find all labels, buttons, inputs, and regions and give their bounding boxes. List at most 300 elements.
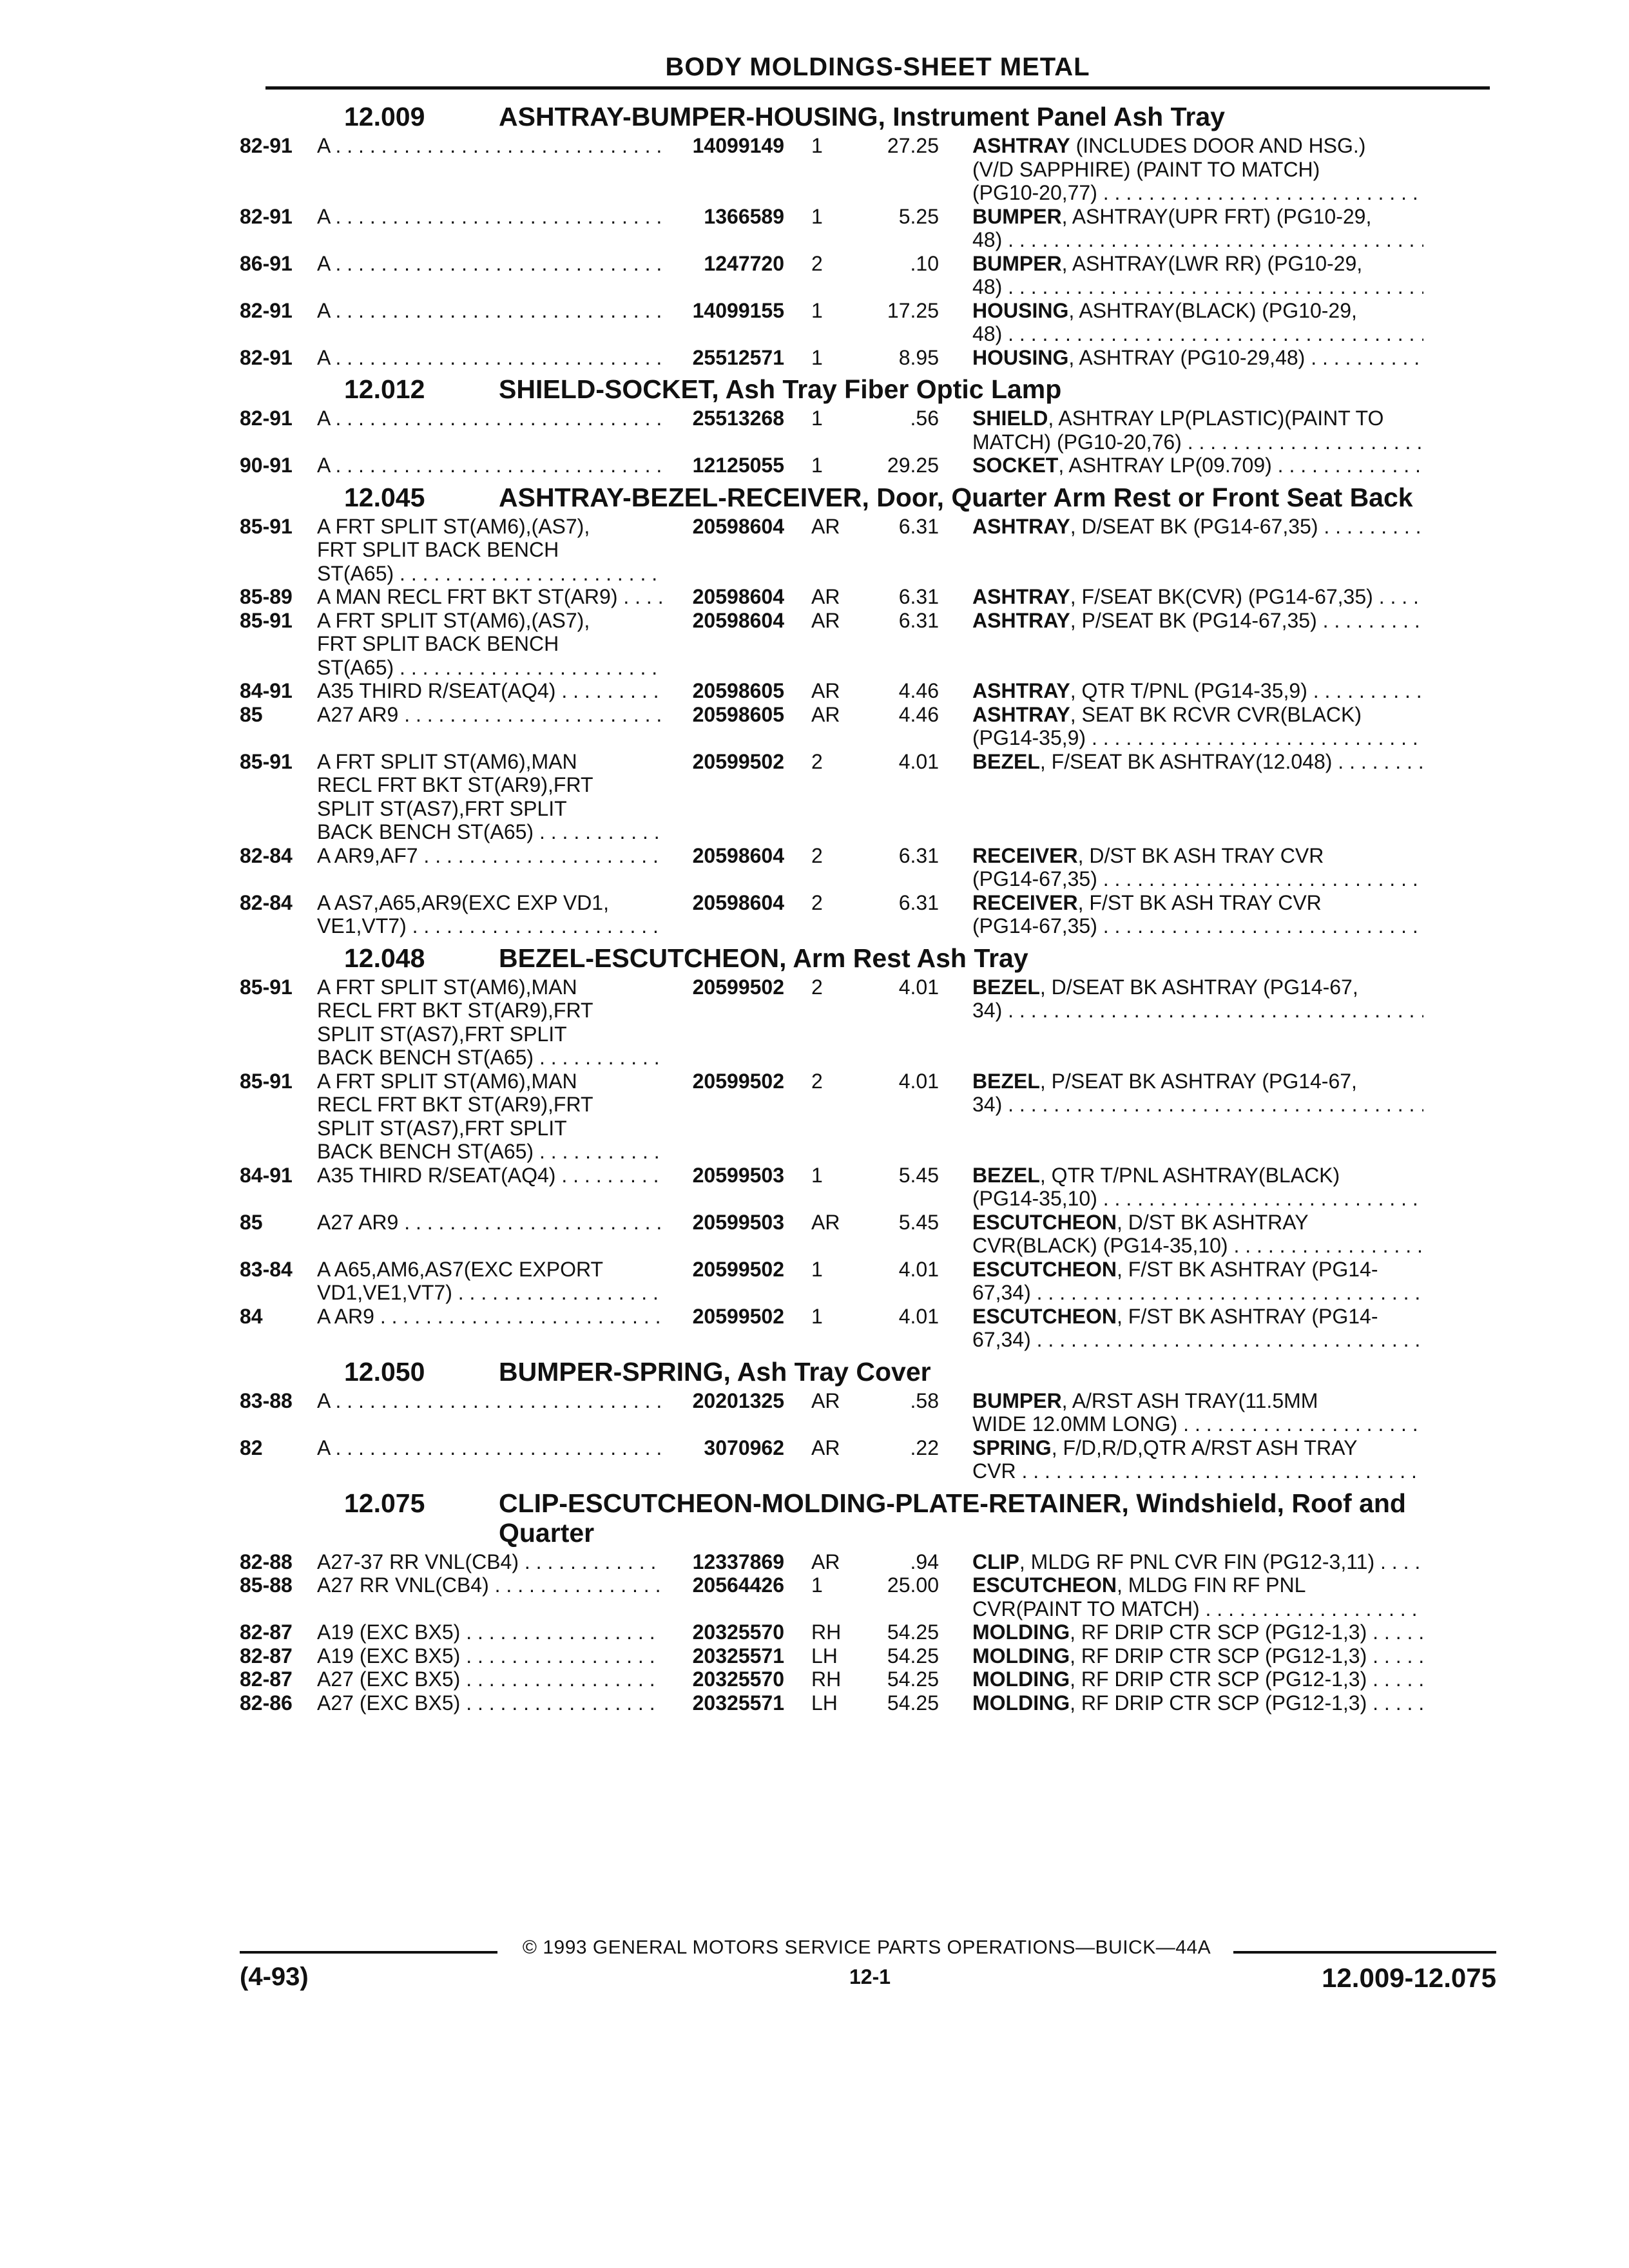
description [939, 750, 1423, 844]
part-name: HOUSING [972, 298, 1069, 322]
description-line [972, 1436, 1423, 1460]
application-line: BACK BENCH ST(A65) . . . [317, 1140, 662, 1164]
description-line [972, 1573, 1423, 1597]
model-years: 86-91 [240, 251, 293, 275]
description-text: , A/RST ASH TRAY(11.5MM [1061, 1389, 1318, 1412]
application-line: A AR9,AF7 . . . [317, 844, 662, 868]
quantity: 1 [811, 204, 823, 228]
description [939, 975, 1423, 1070]
description [939, 1305, 1423, 1352]
parts-entry [240, 975, 1496, 1070]
page-title: BODY MOLDINGS-SHEET METAL [665, 53, 1090, 81]
description [939, 1644, 1423, 1668]
part-name: SPRING [972, 1436, 1052, 1459]
parts-entry [240, 1070, 1496, 1164]
part-name: ASHTRAY [972, 679, 1070, 702]
description [939, 703, 1423, 750]
application-line: A27-37 RR VNL(CB4) . . . [317, 1550, 662, 1574]
application [317, 1436, 662, 1483]
application-line: BACK BENCH ST(A65) . . . [317, 1046, 662, 1070]
parts-entry [240, 844, 1496, 891]
price: 5.45 [898, 1163, 939, 1187]
quantity: 1 [811, 1257, 823, 1281]
quantity: LH [811, 1691, 838, 1715]
application-line: A27 AR9 . . . [317, 1211, 662, 1235]
application-line: A . . . [317, 407, 662, 430]
part-name: BUMPER [972, 1389, 1062, 1412]
application [317, 1070, 662, 1164]
description-line: (PG14-35,9) . . . [972, 726, 1423, 750]
price: 4.01 [898, 1069, 939, 1093]
application-line: A35 THIRD R/SEAT(AQ4) . . . [317, 1164, 662, 1187]
quantity: 2 [811, 251, 823, 275]
application-line: A27 RR VNL(CB4) . . . [317, 1573, 662, 1597]
description-line [972, 205, 1423, 229]
application-line: A AR9 . . . [317, 1305, 662, 1329]
description [939, 299, 1423, 346]
model-years: 90-91 [240, 454, 293, 477]
application [317, 454, 662, 477]
part-name: ESCUTCHEON [972, 1257, 1117, 1281]
part-name: ESCUTCHEON [972, 1304, 1117, 1328]
application-line: A AS7,A65,AR9(EXC EXP VD1, [317, 890, 609, 914]
price: 6.31 [898, 890, 939, 914]
quantity: 1 [811, 345, 823, 369]
description [939, 1070, 1423, 1164]
parts-entry [240, 679, 1496, 703]
part-name: ESCUTCHEON [972, 1573, 1117, 1597]
model-years: 82-86 [240, 1691, 293, 1715]
price: .58 [910, 1389, 939, 1412]
model-years: 85-91 [240, 608, 293, 632]
application [317, 346, 662, 370]
section-heading [240, 1357, 1496, 1387]
application-line: A A65,AM6,AS7(EXC EXPORT [317, 1257, 604, 1281]
section-title: ASHTRAY-BEZEL-RECEIVER, Door, Quarter Arm Rest or Front Seat Back [499, 482, 1413, 512]
section-heading [240, 483, 1496, 512]
section-title: SHIELD-SOCKET, Ash Tray Fiber Optic Lamp [499, 374, 1062, 404]
description-line: MATCH) (PG10-20,76) . . . [972, 430, 1423, 454]
section-heading [240, 374, 1496, 404]
model-years: 82-87 [240, 1667, 293, 1691]
application [317, 891, 662, 938]
model-years: 82-91 [240, 298, 293, 322]
quantity: AR [811, 1550, 840, 1573]
application [317, 975, 662, 1070]
description-line [972, 1070, 1423, 1093]
part-name: CLIP [972, 1550, 1019, 1573]
model-years: 85-91 [240, 514, 293, 538]
part-number: 20599502 [692, 1069, 784, 1093]
part-number: 20598604 [692, 585, 784, 608]
price: 4.01 [898, 1257, 939, 1281]
application [317, 609, 662, 680]
description-line: 48) . . . [972, 228, 1423, 252]
description-text: , F/ST BK ASHTRAY (PG14- [1117, 1304, 1378, 1328]
application [317, 1644, 662, 1668]
quantity: LH [811, 1644, 838, 1667]
application [317, 1389, 662, 1436]
description [939, 891, 1423, 938]
description-line [972, 454, 1423, 477]
description-line: WIDE 12.0MM LONG) . . . [972, 1412, 1423, 1436]
parts-entry [240, 299, 1496, 346]
application-line: A FRT SPLIT ST(AM6),MAN [317, 1069, 577, 1093]
application-line: A . . . [317, 346, 662, 370]
application-line: A19 (EXC BX5) . . . [317, 1620, 662, 1644]
part-name: BEZEL [972, 1163, 1040, 1187]
parts-entry [240, 454, 1496, 477]
application [317, 750, 662, 844]
part-number: 1247720 [704, 251, 784, 275]
description-line [972, 1211, 1423, 1235]
description [939, 252, 1423, 299]
part-name: RECEIVER [972, 843, 1078, 867]
model-years: 82-87 [240, 1620, 293, 1644]
description-line [972, 585, 1423, 609]
quantity: 1 [811, 1304, 823, 1328]
description-text: , ASHTRAY(BLACK) (PG10-29, [1068, 298, 1357, 322]
description-line [972, 515, 1423, 539]
description-text: , D/SEAT BK (PG14-67,35) [1070, 514, 1318, 538]
description-text: , D/ST BK ASH TRAY CVR [1077, 843, 1324, 867]
description-line [972, 1164, 1423, 1187]
section-number: 12.012 [344, 374, 425, 404]
description-line [972, 1667, 1423, 1691]
application-line: A FRT SPLIT ST(AM6),(AS7), [317, 608, 590, 632]
section-title: BUMPER-SPRING, Ash Tray Cover [499, 1356, 931, 1387]
price: .10 [910, 251, 939, 275]
quantity: AR [811, 679, 840, 702]
parts-entry [240, 1644, 1496, 1668]
description-text: , ASHTRAY LP(09.709) [1058, 454, 1272, 477]
price: 5.45 [898, 1210, 939, 1234]
model-years: 82-88 [240, 1550, 293, 1573]
description [939, 1550, 1423, 1574]
application [317, 1550, 662, 1574]
application-line: A MAN RECL FRT BKT ST(AR9) . . . [317, 585, 662, 609]
application-line: A . . . [317, 1389, 662, 1413]
price: 54.25 [887, 1620, 939, 1644]
quantity: 1 [811, 1163, 823, 1187]
application-line: ST(A65) . . . [317, 656, 662, 680]
part-name: MOLDING [972, 1691, 1070, 1715]
application [317, 844, 662, 891]
footer-section-range: 12.009-12.075 [1322, 1963, 1496, 1993]
part-number: 20325570 [692, 1667, 784, 1691]
footer-copyright: © 1993 GENERAL MOTORS SERVICE PARTS OPERATIONS—BUICK—44A [522, 1937, 1211, 1958]
parts-entry [240, 252, 1496, 299]
part-name: ASHTRAY [972, 585, 1070, 608]
price: 4.46 [898, 702, 939, 726]
part-name: BUMPER [972, 204, 1062, 228]
description [939, 1667, 1423, 1691]
application [317, 703, 662, 750]
description-line: (PG14-67,35) . . . [972, 867, 1423, 891]
model-years: 82-91 [240, 407, 293, 430]
description-text: , MLDG FIN RF PNL [1117, 1573, 1306, 1597]
part-number: 3070962 [704, 1436, 784, 1459]
description-line [972, 134, 1423, 158]
quantity: 1 [811, 454, 823, 477]
part-number: 20599502 [692, 1257, 784, 1281]
description [939, 1258, 1423, 1305]
part-number: 20325571 [692, 1691, 784, 1715]
application-line: VD1,VE1,VT7) . . . [317, 1281, 662, 1305]
quantity: 2 [811, 1069, 823, 1093]
part-number: 20598605 [692, 702, 784, 726]
part-name: BEZEL [972, 1069, 1040, 1093]
application-line: BACK BENCH ST(A65) . . . [317, 820, 662, 844]
description-line [972, 346, 1423, 370]
part-number: 12125055 [692, 454, 784, 477]
application-line: A FRT SPLIT ST(AM6),MAN [317, 749, 577, 773]
part-name: RECEIVER [972, 890, 1078, 914]
description-line [972, 1644, 1423, 1668]
model-years: 85 [240, 1210, 263, 1234]
part-number: 20599502 [692, 975, 784, 999]
part-number: 20599503 [692, 1163, 784, 1187]
model-years: 83-84 [240, 1257, 293, 1281]
description-line: CVR(BLACK) (PG14-35,10) . . . [972, 1234, 1423, 1258]
description [939, 1389, 1423, 1436]
parts-entry [240, 1258, 1496, 1305]
part-number: 20564426 [692, 1573, 784, 1597]
description [939, 454, 1423, 477]
model-years: 85-91 [240, 749, 293, 773]
description [939, 515, 1423, 586]
footer-rule-left [240, 1951, 497, 1954]
parts-entry [240, 1436, 1496, 1483]
part-number: 20599502 [692, 749, 784, 773]
quantity: AR [811, 514, 840, 538]
application [317, 1620, 662, 1644]
model-years: 82 [240, 1436, 263, 1459]
part-number: 25513268 [692, 407, 784, 430]
application-line: SPLIT ST(AS7),FRT SPLIT [317, 1022, 567, 1046]
description-line: (PG14-35,10) . . . [972, 1187, 1423, 1211]
application [317, 407, 662, 454]
description-text: , ASHTRAY (PG10-29,48) [1068, 345, 1306, 369]
part-number: 20599503 [692, 1210, 784, 1234]
price: 54.25 [887, 1691, 939, 1715]
price: 4.01 [898, 749, 939, 773]
description [939, 346, 1423, 370]
application-line: SPLIT ST(AS7),FRT SPLIT [317, 796, 567, 820]
model-years: 82-87 [240, 1644, 293, 1667]
footer-rule-right [1233, 1951, 1496, 1954]
part-name: SOCKET [972, 454, 1059, 477]
price: 5.25 [898, 204, 939, 228]
quantity: 2 [811, 890, 823, 914]
quantity: RH [811, 1620, 842, 1644]
application [317, 679, 662, 703]
description-line [972, 891, 1423, 915]
model-years: 85 [240, 702, 263, 726]
description-line [972, 975, 1423, 999]
model-years: 85-88 [240, 1573, 293, 1597]
description-line [972, 609, 1423, 633]
description-line: CVR(PAINT TO MATCH) . . . [972, 1597, 1423, 1621]
application-line: A . . . [317, 1436, 662, 1460]
price: 54.25 [887, 1644, 939, 1667]
parts-entry [240, 1620, 1496, 1644]
description-text: , ASHTRAY LP(PLASTIC)(PAINT TO [1048, 407, 1384, 430]
part-name: ESCUTCHEON [972, 1210, 1117, 1234]
parts-entry [240, 1305, 1496, 1352]
price: .56 [910, 407, 939, 430]
price: .22 [910, 1436, 939, 1459]
part-number: 25512571 [692, 345, 784, 369]
header-rule [265, 86, 1490, 90]
description-text: , SEAT BK RCVR CVR(BLACK) [1070, 702, 1362, 726]
model-years: 82-91 [240, 345, 293, 369]
part-number: 20325571 [692, 1644, 784, 1667]
part-number: 20598604 [692, 890, 784, 914]
description-line [972, 844, 1423, 868]
description-text: , RF DRIP CTR SCP (PG12-1,3) [1070, 1620, 1367, 1644]
application [317, 205, 662, 252]
quantity: 2 [811, 749, 823, 773]
description [939, 1620, 1423, 1644]
application-line: SPLIT ST(AS7),FRT SPLIT [317, 1116, 567, 1140]
section-heading [240, 102, 1496, 131]
part-name: SHIELD [972, 407, 1048, 430]
section-number: 12.050 [344, 1356, 425, 1387]
quantity: AR [811, 608, 840, 632]
section-title: ASHTRAY-BUMPER-HOUSING, Instrument Panel Ash Tray [499, 102, 1225, 131]
application-line: A . . . [317, 299, 662, 323]
application-line: A FRT SPLIT ST(AM6),MAN [317, 975, 577, 999]
parts-entry [240, 346, 1496, 370]
model-years: 82-91 [240, 134, 293, 157]
description-line [972, 1620, 1423, 1644]
description-text: , F/SEAT BK(CVR) (PG14-67,35) [1070, 585, 1373, 608]
quantity: 1 [811, 1573, 823, 1597]
description-line [972, 1691, 1423, 1715]
section-title: BEZEL-ESCUTCHEON, Arm Rest Ash Tray [499, 943, 1028, 973]
price: 6.31 [898, 514, 939, 538]
description-line [972, 407, 1423, 430]
part-name: BEZEL [972, 749, 1040, 773]
application-line: A27 AR9 . . . [317, 703, 662, 727]
section-number: 12.048 [344, 943, 425, 973]
description-text: , MLDG RF PNL CVR FIN (PG12-3,11) [1019, 1550, 1375, 1573]
application-line: A . . . [317, 134, 662, 158]
part-number: 20598604 [692, 514, 784, 538]
application-line: A . . . [317, 454, 662, 477]
application [317, 585, 662, 609]
price: .94 [910, 1550, 939, 1573]
part-number: 20599502 [692, 1304, 784, 1328]
model-years: 85-91 [240, 1069, 293, 1093]
description-line [972, 1550, 1423, 1574]
description [939, 1164, 1423, 1211]
price: 8.95 [898, 345, 939, 369]
part-number: 14099149 [692, 134, 784, 157]
model-years: 85-89 [240, 585, 293, 608]
parts-entry [240, 703, 1496, 750]
application-line: FRT SPLIT BACK BENCH [317, 538, 559, 561]
price: 54.25 [887, 1667, 939, 1691]
part-name: ASHTRAY [972, 514, 1070, 538]
quantity: AR [811, 1210, 840, 1234]
quantity: 2 [811, 975, 823, 999]
model-years: 82-91 [240, 204, 293, 228]
application [317, 1691, 662, 1715]
description [939, 1573, 1423, 1620]
quantity: RH [811, 1667, 842, 1691]
application [317, 1164, 662, 1211]
price: 17.25 [887, 298, 939, 322]
model-years: 83-88 [240, 1389, 293, 1412]
parts-entry [240, 891, 1496, 938]
description-text: , P/SEAT BK (PG14-67,35) [1070, 608, 1317, 632]
description-line: (V/D SAPPHIRE) (PAINT TO MATCH) [972, 157, 1320, 181]
description-line [972, 1389, 1423, 1413]
description-line [972, 679, 1423, 703]
description-line [972, 1258, 1423, 1282]
part-number: 1366589 [704, 204, 784, 228]
application [317, 1211, 662, 1258]
quantity: 1 [811, 134, 823, 157]
part-number: 20325570 [692, 1620, 784, 1644]
quantity: AR [811, 702, 840, 726]
quantity: AR [811, 1436, 840, 1459]
parts-entry [240, 585, 1496, 609]
application [317, 299, 662, 346]
description-line: 67,34) . . . [972, 1328, 1423, 1352]
parts-entry [240, 1667, 1496, 1691]
description-text: , QTR T/PNL ASHTRAY(BLACK) [1039, 1163, 1340, 1187]
price: 4.01 [898, 1304, 939, 1328]
application-line: RECL FRT BKT ST(AR9),FRT [317, 1093, 593, 1116]
description-line: 48) . . . [972, 322, 1423, 346]
section-heading [240, 1488, 1496, 1548]
description-text: , RF DRIP CTR SCP (PG12-1,3) [1070, 1644, 1367, 1667]
model-years: 82-84 [240, 843, 293, 867]
application-line: A FRT SPLIT ST(AM6),(AS7), [317, 514, 590, 538]
description [939, 844, 1423, 891]
application [317, 1573, 662, 1620]
price: 6.31 [898, 843, 939, 867]
description [939, 134, 1423, 205]
price: 27.25 [887, 134, 939, 157]
description [939, 679, 1423, 703]
part-name: MOLDING [972, 1644, 1070, 1667]
parts-entry [240, 750, 1496, 844]
model-years: 85-91 [240, 975, 293, 999]
section-heading [240, 943, 1496, 973]
description-line: 67,34) . . . [972, 1281, 1423, 1305]
part-name: ASHTRAY [972, 608, 1070, 632]
part-number: 12337869 [692, 1550, 784, 1573]
description-line: (PG10-20,77) . . . [972, 181, 1423, 205]
price: 6.31 [898, 608, 939, 632]
description-line [972, 299, 1423, 323]
description-text: , P/SEAT BK ASHTRAY (PG14-67, [1039, 1069, 1357, 1093]
application [317, 1258, 662, 1305]
description-text: , D/SEAT BK ASHTRAY (PG14-67, [1039, 975, 1358, 999]
parts-entry [240, 1164, 1496, 1211]
application-line: FRT SPLIT BACK BENCH [317, 632, 559, 655]
section-number: 12.045 [344, 482, 425, 512]
description-text: , RF DRIP CTR SCP (PG12-1,3) [1070, 1691, 1367, 1715]
section-title: CLIP-ESCUTCHEON-MOLDING-PLATE-RETAINER, Windshield, Roof and Quarter [499, 1488, 1406, 1548]
parts-entry [240, 515, 1496, 586]
application-line: A19 (EXC BX5) . . . [317, 1644, 662, 1668]
part-name: ASHTRAY [972, 702, 1070, 726]
